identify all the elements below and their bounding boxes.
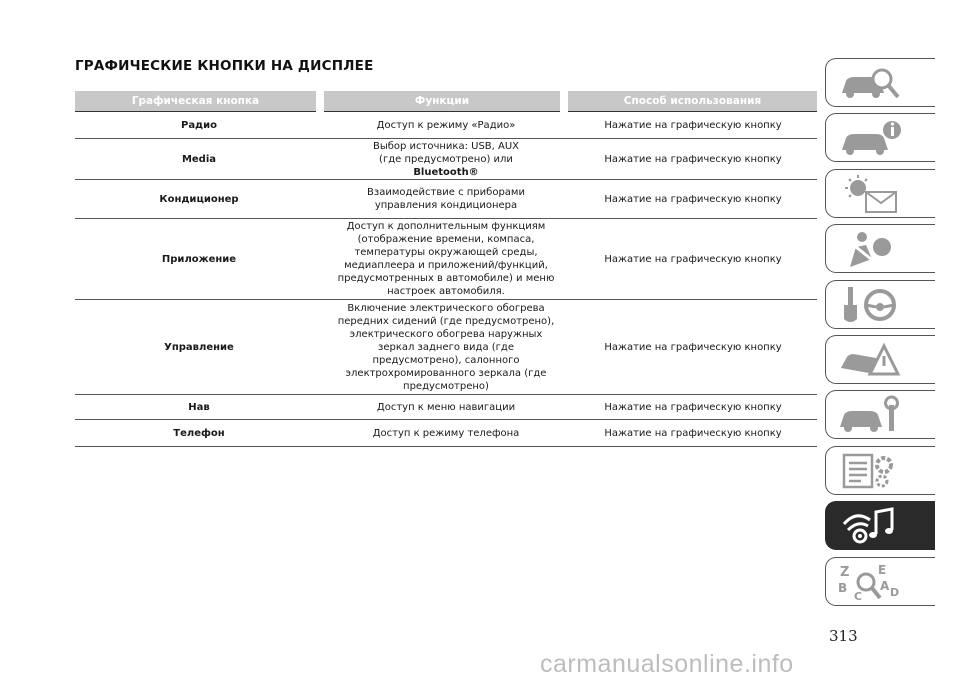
usage-text: Нажатие на графическую кнопку xyxy=(604,401,782,413)
tab-car-info[interactable] xyxy=(825,113,935,162)
button-name: Media xyxy=(181,153,217,165)
button-name: Телефон xyxy=(173,427,225,439)
tab-maintenance[interactable] xyxy=(825,390,935,439)
button-name: Кондиционер xyxy=(159,193,239,205)
function-text: Доступ к режиму «Радио» xyxy=(376,119,516,131)
watermark: carmanualsonline.info xyxy=(540,650,794,678)
chapter-tabs xyxy=(825,58,935,612)
tab-car-search[interactable] xyxy=(825,58,935,107)
usage-text: Нажатие на графическую кнопку xyxy=(604,253,782,265)
car-hazard-icon xyxy=(836,340,906,380)
tab-index[interactable] xyxy=(825,557,935,606)
page-number: 313 xyxy=(829,627,858,645)
page-title: ГРАФИЧЕСКИЕ КНОПКИ НА ДИСПЛЕЕ xyxy=(75,58,374,74)
svg-text:B: B xyxy=(838,580,848,595)
tab-emergency[interactable] xyxy=(825,335,935,384)
car-wrench-icon xyxy=(836,395,906,435)
table-row xyxy=(75,395,817,420)
button-name: Радио xyxy=(180,119,218,131)
header-usage: Способ использования xyxy=(568,91,817,112)
car-info-icon xyxy=(836,118,906,158)
specifications-gear-icon xyxy=(836,451,906,491)
header-graphic-button: Графическая кнопка xyxy=(75,91,316,112)
usage-text: Нажатие на графическую кнопку xyxy=(604,341,782,353)
alphabetical-index-icon xyxy=(836,562,906,602)
button-name: Приложение xyxy=(161,253,237,265)
graphic-buttons-table xyxy=(75,91,817,447)
svg-text:D: D xyxy=(890,585,900,599)
tab-warning-lights[interactable] xyxy=(825,169,935,218)
svg-text:E: E xyxy=(878,562,887,577)
tab-starting-driving[interactable] xyxy=(825,280,935,329)
airbag-seat-icon xyxy=(836,229,906,269)
svg-text:C: C xyxy=(854,589,863,602)
table-row xyxy=(75,180,817,219)
tab-safety[interactable] xyxy=(825,224,935,273)
warning-light-message-icon xyxy=(836,174,906,214)
function-text xyxy=(323,140,569,179)
usage-text: Нажатие на графическую кнопку xyxy=(604,119,782,131)
table-row xyxy=(75,219,817,300)
svg-text:Z: Z xyxy=(840,564,850,580)
car-search-icon xyxy=(836,63,906,103)
svg-text:A: A xyxy=(880,578,890,593)
function-text: Взаимодействие с приборами управления кондиционера xyxy=(367,187,525,211)
multimedia-icon xyxy=(836,506,906,546)
table-row xyxy=(75,420,817,447)
function-text: Включение электрического обогрева передних сидений (где предусмотрено), электрического обогрева наружных зеркал заднего вида (где предусмотрено), салонного электрохромированного зеркала (где предусмотрено) xyxy=(337,302,555,392)
function-text-bold: Bluetooth® xyxy=(413,166,479,178)
tab-multimedia[interactable] xyxy=(825,501,935,550)
table-row xyxy=(75,300,817,395)
table-row xyxy=(75,139,817,180)
table-row xyxy=(75,112,817,139)
usage-text: Нажатие на графическую кнопку xyxy=(604,193,782,205)
header-functions: Функции xyxy=(324,91,560,112)
function-text: Доступ к дополнительным функциям (отображение времени, компаса, температуры окружающей среды, медиаплеера и приложений/функций, предусмотренных в автомобиле) и меню настроек автомобиля. xyxy=(337,221,555,297)
function-text: Доступ к режиму телефона xyxy=(372,427,520,439)
table-header xyxy=(75,91,817,112)
usage-text: Нажатие на графическую кнопку xyxy=(604,153,782,165)
function-text: Доступ к меню навигации xyxy=(376,401,516,413)
usage-text: Нажатие на графическую кнопку xyxy=(604,427,782,439)
tab-technical-data[interactable] xyxy=(825,446,935,495)
function-text-main: Выбор источника: USB, AUX (где предусмотрено) или xyxy=(372,140,520,165)
button-name: Нав xyxy=(188,401,210,413)
button-name: Управление xyxy=(164,341,234,353)
key-steering-wheel-icon xyxy=(836,285,906,325)
